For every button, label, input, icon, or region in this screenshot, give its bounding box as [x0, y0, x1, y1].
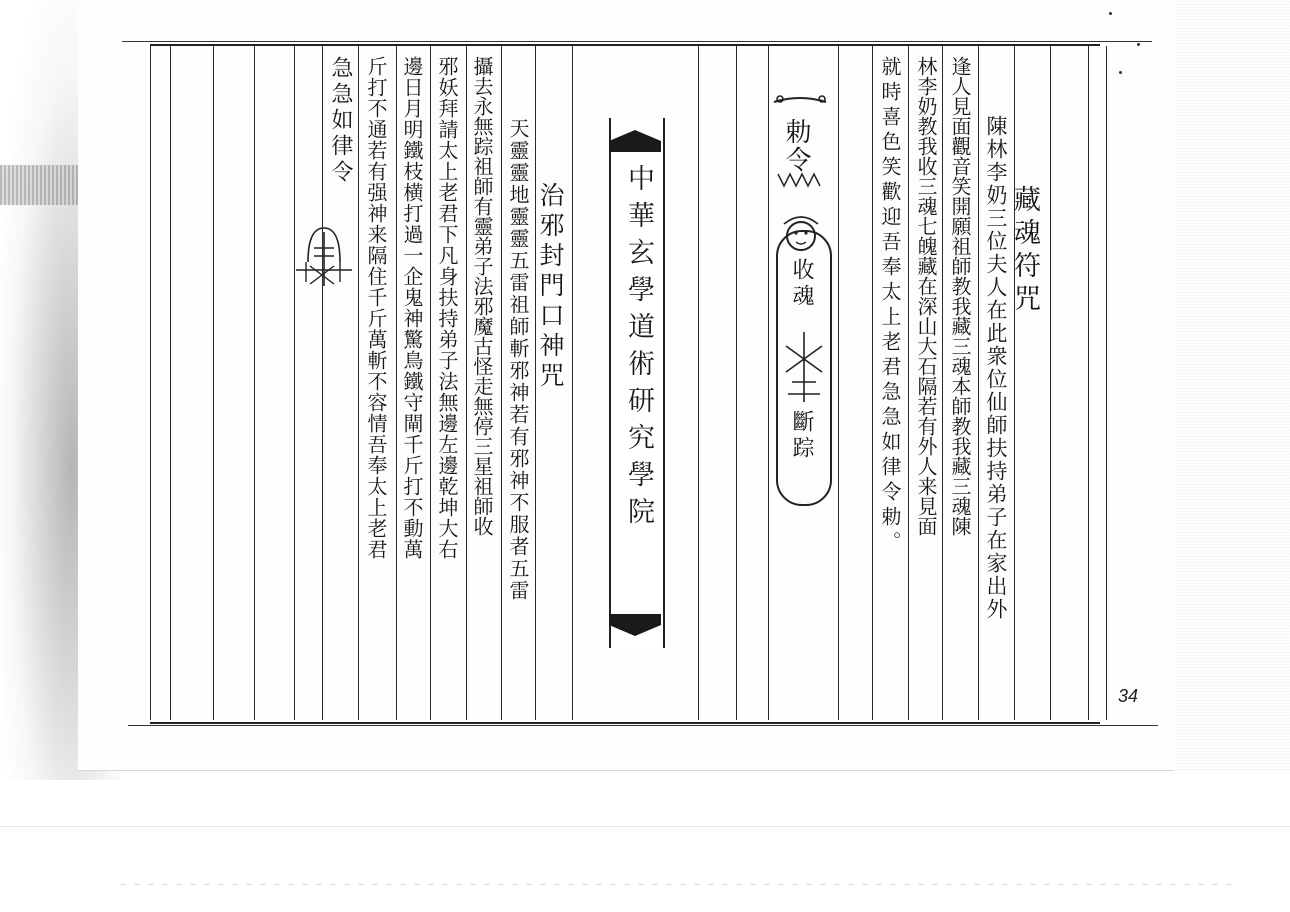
- scan-noise-line: [120, 884, 1240, 885]
- rule-line: [150, 46, 151, 720]
- rule-line: [572, 46, 573, 720]
- text-column: 天靈靈地靈靈五雷祖師斬邪神若有邪神不服者五雷: [506, 118, 530, 602]
- talisman-command-text: 勅令: [781, 118, 811, 174]
- book-spine: [609, 118, 665, 648]
- spine-title: 中華玄學道術研究學院: [623, 164, 654, 534]
- seal-sign-icon: [294, 222, 354, 292]
- text-column: 就時喜色笑歡迎吾奉太上老君急急如律令勅。: [878, 56, 902, 556]
- rule-line: [322, 46, 323, 720]
- scan-speck: [1109, 12, 1112, 15]
- text-column: 逢人見面觀音笑開願祖師教我藏三魂本師教我藏三魂陳: [948, 56, 972, 536]
- rule-line: [294, 46, 295, 720]
- text-column: 急急如律令: [328, 56, 353, 186]
- text-column: 林李奶教我收三魂七魄藏在深山大石隔若有外人来見面: [914, 56, 938, 536]
- section-title-seal-door: 治邪封門口神咒: [536, 182, 565, 392]
- scan-shadow-right: [1172, 0, 1290, 770]
- text-column: 邪妖拜請太上老君下凡身扶持弟子法無邊左邊乾坤大右: [435, 56, 459, 560]
- rule-line: [358, 46, 359, 720]
- scan-speck: [1137, 43, 1140, 46]
- frame-top-rule: [122, 41, 1152, 42]
- rule-line: [698, 46, 699, 720]
- rule-line: [872, 46, 873, 720]
- rule-line: [170, 46, 171, 720]
- rule-line: [1014, 46, 1015, 720]
- text-column: 斤打不通若有强神来隔住千斤萬斬不容情吾奉太上老君: [364, 56, 388, 560]
- rule-line: [430, 46, 431, 720]
- rule-line: [254, 46, 255, 720]
- scan-noise-line: [0, 826, 1290, 827]
- rule-line: [942, 46, 943, 720]
- rule-line: [768, 46, 769, 720]
- rule-line: [501, 46, 502, 720]
- rule-line: [1088, 46, 1089, 720]
- rule-line: [1050, 46, 1051, 720]
- page-number: 34: [1118, 686, 1139, 706]
- text-column: 陳林李奶三位夫人在此衆位仙師扶持弟子在家出外: [984, 115, 1008, 621]
- text-column: 邊日月明鐵枝横打過一企鬼神驚鳥鐵守閘千斤打不動萬: [400, 56, 424, 560]
- frame-bottom-rule: [128, 725, 1158, 726]
- rule-line: [736, 46, 737, 720]
- rule-line: [466, 46, 467, 720]
- talisman-text-collect-soul: 收魂: [789, 258, 814, 310]
- talisman-star-icon: [782, 332, 826, 402]
- scan-speck: [1119, 71, 1122, 74]
- rule-line: [396, 46, 397, 720]
- rule-line: [213, 46, 214, 720]
- rule-line: [838, 46, 839, 720]
- text-column: 攝去永無踪祖師有靈弟子法邪魔古怪走無停三星祖師收: [470, 56, 494, 536]
- talisman-text-cut-trace: 斷踪: [789, 410, 814, 462]
- section-title-hide-soul: 藏魂符咒: [1009, 185, 1040, 317]
- rule-line: [1106, 46, 1107, 720]
- rule-line: [908, 46, 909, 720]
- spine-cap-top: [609, 130, 661, 152]
- spine-cap-bottom: [609, 614, 661, 636]
- rule-line: [978, 46, 979, 720]
